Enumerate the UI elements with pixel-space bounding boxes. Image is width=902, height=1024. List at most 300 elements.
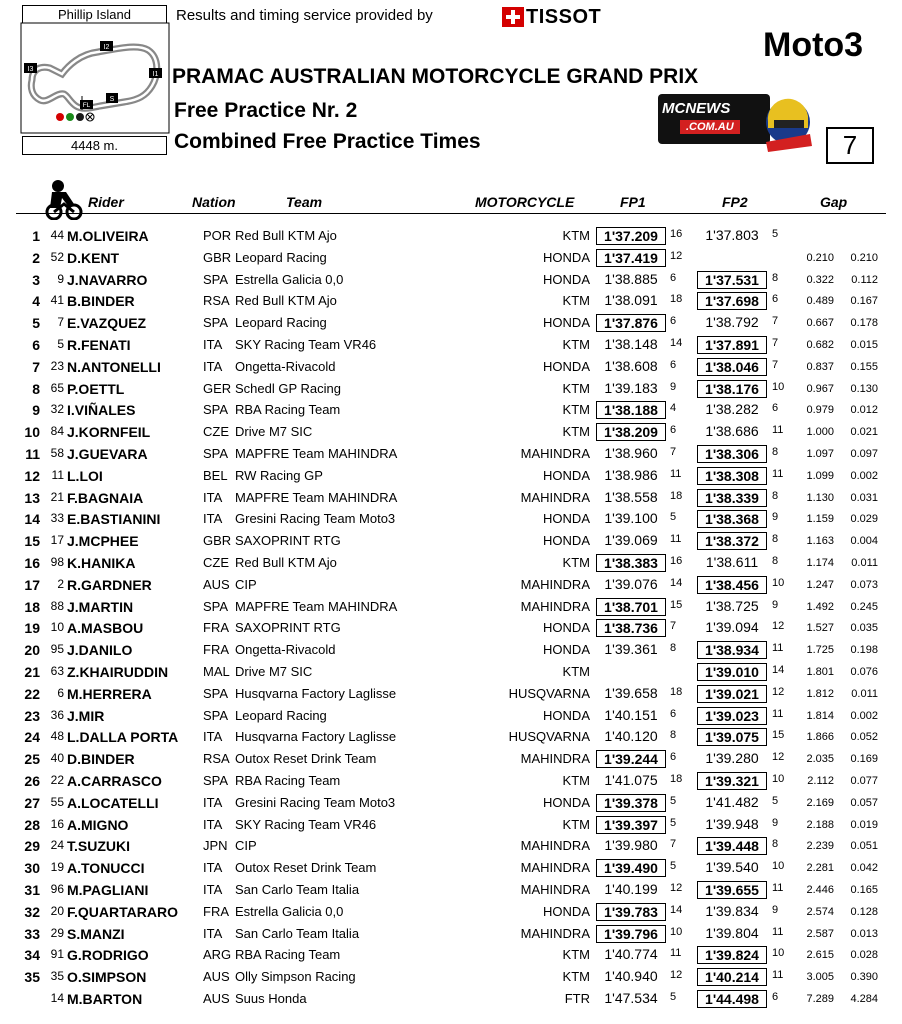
row-team: RBA Racing Team — [235, 773, 341, 788]
row-gap-previous: 0.013 — [850, 927, 878, 940]
row-gap-first: 1.159 — [806, 513, 834, 526]
row-gap-previous: 0.112 — [851, 273, 878, 286]
table-row — [0, 988, 902, 1010]
row-rider-number: 19 — [50, 860, 64, 875]
row-fp1-lap: 11 — [670, 533, 682, 546]
row-motorcycle: KTM — [562, 424, 590, 440]
mcnews-logo — [658, 94, 818, 156]
row-rider-name: D.BINDER — [67, 751, 135, 768]
row-fp1-time: 1'40.774 — [604, 946, 658, 963]
row-fp2-time: 1'38.368 — [697, 510, 767, 528]
provider-text: Results and timing service provided by — [176, 7, 433, 24]
row-rider-number: 95 — [50, 642, 64, 657]
row-fp1-time: 1'38.736 — [596, 619, 666, 637]
row-gap-first: 1.099 — [806, 469, 834, 482]
row-rider-number: 48 — [50, 729, 64, 744]
row-fp1-lap: 15 — [670, 598, 683, 611]
row-motorcycle: KTM — [562, 816, 590, 832]
row-team: Red Bull KTM Ajo — [235, 228, 337, 243]
row-gap-first: 2.446 — [806, 884, 834, 896]
row-gap-previous: 0.210 — [850, 251, 878, 264]
row-rider-name: K.HANIKA — [67, 555, 136, 571]
row-fp2-time: 1'38.046 — [697, 358, 767, 376]
row-rider-number: 84 — [50, 424, 64, 439]
row-rider-name: J.DANILO — [67, 642, 133, 659]
row-rider-name: G.RODRIGO — [67, 947, 149, 964]
row-fp2-time: 1'39.834 — [705, 902, 759, 919]
row-fp1-lap: 6 — [670, 424, 677, 437]
row-fp2-time: 1'38.306 — [697, 445, 767, 463]
table-row — [0, 378, 902, 400]
row-nation: SPA — [203, 707, 229, 723]
row-gap-first: 2.239 — [806, 840, 834, 853]
row-rider-name: F.QUARTARARO — [67, 903, 178, 920]
row-team: MAPFRE Team MAHINDRA — [235, 489, 398, 505]
row-motorcycle: MAHINDRA — [520, 489, 590, 505]
row-fp1-lap: 7 — [670, 838, 677, 851]
row-fp1-lap: 18 — [670, 293, 683, 306]
header-fp2: FP2 — [722, 194, 748, 210]
row-rider-name: B.BINDER — [67, 293, 135, 310]
row-fp2-time — [697, 249, 767, 267]
rider-helmet-icon — [758, 94, 818, 154]
row-fp1-lap: 6 — [670, 751, 677, 764]
table-row — [0, 596, 902, 618]
tissot-cross-icon — [502, 7, 524, 27]
row-motorcycle: KTM — [562, 773, 590, 788]
row-motorcycle: HONDA — [543, 642, 590, 658]
row-fp2-lap: 5 — [772, 228, 779, 240]
row-rider-name: P.OETTL — [67, 380, 125, 397]
table-row — [0, 399, 902, 421]
row-nation: FRA — [203, 620, 229, 636]
row-motorcycle: MAHINDRA — [520, 576, 590, 592]
row-fp1-time: 1'38.885 — [604, 270, 658, 287]
row-nation: ITA — [203, 729, 223, 745]
row-rider-name: E.VAZQUEZ — [67, 315, 147, 332]
page-number: 7 — [826, 127, 874, 164]
row-fp1-time: 1'39.490 — [596, 859, 666, 877]
row-position: 8 — [32, 380, 40, 397]
row-gap-first: 2.587 — [806, 927, 834, 940]
row-motorcycle: KTM — [562, 555, 590, 570]
row-gap-first: 1.247 — [806, 578, 834, 591]
row-fp1-time: 1'39.658 — [604, 684, 658, 701]
row-gap-first: 1.174 — [806, 557, 834, 569]
row-fp1-lap: 8 — [670, 729, 677, 742]
row-rider-number: 24 — [50, 838, 64, 853]
row-fp1-lap: 14 — [670, 337, 683, 349]
row-fp1-lap: 16 — [670, 555, 683, 567]
row-rider-name: I.VIÑALES — [67, 402, 136, 419]
table-row — [0, 312, 902, 334]
row-motorcycle: KTM — [562, 664, 590, 679]
row-motorcycle: HUSQVARNA — [508, 729, 590, 745]
row-team: Leopard Racing — [235, 249, 327, 265]
row-gap-previous: 0.012 — [850, 404, 878, 417]
row-gap-previous: 0.155 — [850, 360, 878, 373]
row-fp1-lap: 6 — [670, 358, 677, 371]
row-fp2-lap: 8 — [772, 838, 779, 851]
row-fp2-time: 1'38.934 — [697, 641, 767, 659]
row-fp2-lap: 11 — [772, 925, 784, 938]
row-fp2-lap: 10 — [772, 860, 785, 873]
row-team: Gresini Racing Team Moto3 — [235, 511, 396, 527]
mcnews-logo-box — [658, 94, 770, 144]
row-rider-number: 88 — [50, 598, 64, 613]
row-fp1-lap: 7 — [670, 446, 677, 458]
table-row — [0, 356, 902, 378]
row-team: Estrella Galicia 0,0 — [235, 903, 344, 919]
row-nation: ARG — [203, 947, 232, 963]
row-rider-name: Z.KHAIRUDDIN — [67, 664, 169, 680]
row-gap-previous: 0.029 — [850, 513, 878, 526]
row-nation: SPA — [203, 315, 229, 331]
row-team: Red Bull KTM Ajo — [235, 555, 337, 570]
row-fp2-lap: 11 — [772, 467, 784, 480]
row-position: 13 — [24, 489, 40, 506]
row-rider-name: J.KORNFEIL — [67, 424, 151, 441]
row-gap-first: 2.035 — [806, 753, 834, 766]
row-rider-name: L.LOI — [67, 467, 103, 484]
row-fp2-lap: 10 — [772, 576, 785, 589]
row-rider-name: J.MCPHEE — [67, 533, 139, 550]
table-row — [0, 574, 902, 596]
row-rider-name: M.PAGLIANI — [67, 882, 149, 898]
row-fp2-lap: 8 — [772, 555, 779, 567]
row-fp2-lap: 8 — [772, 271, 779, 284]
row-team: RW Racing GP — [235, 467, 323, 483]
row-motorcycle: HONDA — [543, 511, 590, 527]
row-nation: FRA — [203, 642, 229, 658]
row-nation: SPA — [203, 773, 229, 788]
row-fp1-time: 1'38.960 — [604, 445, 658, 461]
row-team: San Carlo Team Italia — [235, 882, 360, 897]
table-row — [0, 247, 902, 269]
row-rider-name: A.LOCATELLI — [67, 794, 159, 811]
table-row — [0, 705, 902, 727]
row-team: Red Bull KTM Ajo — [235, 293, 337, 309]
row-nation: SPA — [203, 446, 229, 461]
row-motorcycle: MAHINDRA — [520, 925, 590, 941]
row-rider-name: A.MIGNO — [67, 816, 129, 833]
table-row — [0, 290, 902, 312]
row-team: SKY Racing Team VR46 — [235, 816, 377, 832]
row-team: Outox Reset Drink Team — [235, 860, 377, 876]
session-title: Free Practice Nr. 2 — [174, 99, 358, 122]
row-fp1-lap: 4 — [670, 402, 677, 415]
row-rider-name: L.DALLA PORTA — [67, 729, 179, 746]
row-fp1-lap: 16 — [670, 228, 683, 240]
row-fp1-lap: 6 — [670, 315, 677, 328]
row-position: 3 — [32, 271, 40, 288]
row-team: Husqvarna Factory Laglisse — [235, 729, 397, 745]
row-motorcycle: FTR — [564, 991, 590, 1006]
row-fp2-time: 1'39.321 — [697, 772, 767, 790]
circuit-name: Phillip Island — [22, 5, 167, 24]
row-fp1-lap: 14 — [670, 903, 683, 916]
row-rider-name: J.GUEVARA — [67, 446, 148, 462]
row-nation: CZE — [203, 424, 229, 440]
row-fp1-lap: 5 — [670, 991, 677, 1003]
row-team: Drive M7 SIC — [235, 664, 313, 679]
row-fp2-lap: 12 — [772, 620, 785, 633]
row-position: 32 — [24, 903, 40, 920]
row-rider-number: 98 — [50, 555, 64, 569]
row-rider-number: 96 — [50, 882, 64, 896]
row-gap-previous: 0.165 — [850, 884, 878, 896]
row-team: RBA Racing Team — [235, 947, 341, 963]
row-position: 35 — [24, 969, 40, 986]
row-fp1-time — [596, 663, 666, 681]
row-fp1-time: 1'39.796 — [596, 925, 666, 943]
row-gap-first: 0.979 — [806, 404, 834, 417]
row-fp1-time: 1'38.148 — [604, 336, 658, 352]
row-motorcycle: MAHINDRA — [520, 838, 590, 854]
row-motorcycle: HONDA — [543, 249, 590, 265]
row-fp1-lap: 5 — [670, 511, 677, 524]
row-nation: GBR — [203, 249, 232, 265]
row-fp1-time: 1'40.199 — [604, 881, 658, 897]
class-name: Moto3 — [763, 26, 864, 64]
row-fp1-lap: 9 — [670, 380, 677, 393]
row-fp2-lap: 6 — [772, 991, 779, 1003]
row-fp2-time: 1'39.023 — [697, 707, 767, 725]
row-rider-number: 55 — [50, 794, 64, 809]
row-gap-first: 2.112 — [807, 775, 834, 787]
row-fp1-time: 1'40.940 — [604, 968, 658, 985]
row-fp2-lap: 12 — [772, 685, 785, 698]
table-row — [0, 225, 902, 247]
row-fp2-lap: 11 — [772, 424, 784, 437]
row-fp1-time: 1'39.069 — [604, 532, 658, 549]
row-fp2-lap: 9 — [772, 816, 779, 829]
row-rider-name: O.SIMPSON — [67, 969, 147, 986]
row-gap-first: 1.000 — [806, 426, 834, 439]
row-nation: SPA — [203, 598, 229, 614]
row-rider-name: N.ANTONELLI — [67, 358, 161, 375]
row-rider-number: 14 — [50, 991, 64, 1005]
row-fp2-lap: 7 — [772, 358, 779, 371]
row-rider-name: F.BAGNAIA — [67, 489, 144, 506]
row-fp2-time: 1'39.021 — [697, 685, 767, 703]
row-gap-previous: 0.097 — [850, 448, 878, 460]
row-fp1-lap: 18 — [670, 773, 683, 785]
row-gap-first: 1.130 — [806, 491, 834, 504]
row-gap-previous: 0.076 — [850, 666, 878, 678]
row-position: 29 — [24, 838, 40, 855]
track-map-icon — [20, 22, 170, 134]
row-nation: ITA — [203, 860, 223, 876]
row-rider-number: 41 — [50, 293, 64, 308]
row-gap-first: 1.814 — [806, 709, 834, 722]
row-team: Gresini Racing Team Moto3 — [235, 794, 396, 810]
row-fp2-time: 1'38.339 — [697, 489, 767, 507]
row-rider-name: J.MIR — [67, 707, 105, 724]
row-gap-previous: 0.019 — [850, 818, 878, 831]
row-gap-previous: 0.167 — [850, 295, 878, 308]
row-motorcycle: MAHINDRA — [520, 882, 590, 897]
row-rider-name: R.GARDNER — [67, 576, 152, 593]
row-fp1-time: 1'39.183 — [604, 379, 658, 396]
table-row — [0, 269, 902, 291]
row-fp2-lap: 11 — [772, 707, 784, 720]
row-gap-first: 0.322 — [806, 273, 834, 286]
row-fp2-lap: 8 — [772, 446, 779, 458]
row-fp2-time: 1'37.531 — [697, 271, 767, 289]
track-label-i3: I3 — [27, 66, 34, 73]
row-gap-first: 7.289 — [806, 993, 834, 1005]
table-row — [0, 443, 902, 465]
row-team: Suus Honda — [235, 991, 307, 1006]
header-rider: Rider — [88, 194, 124, 210]
row-fp1-lap: 12 — [670, 882, 683, 894]
row-rider-name: A.MASBOU — [67, 620, 144, 637]
row-fp1-lap: 8 — [670, 642, 677, 655]
row-fp1-time: 1'39.378 — [596, 794, 666, 812]
mcnews-logo-bottom: .COM.AU — [680, 120, 740, 134]
row-fp2-time: 1'41.482 — [705, 793, 759, 810]
row-gap-previous: 0.390 — [850, 971, 878, 984]
row-motorcycle: MAHINDRA — [520, 751, 590, 767]
table-row — [0, 661, 902, 683]
table-row — [0, 683, 902, 705]
row-gap-first: 0.210 — [806, 251, 834, 264]
row-fp2-lap: 12 — [772, 751, 785, 764]
header-motorcycle: MOTORCYCLE — [475, 194, 575, 210]
row-nation: SPA — [203, 402, 229, 418]
row-team: RBA Racing Team — [235, 402, 341, 418]
page-subtitle: Combined Free Practice Times — [174, 130, 481, 153]
row-motorcycle: KTM — [562, 380, 590, 396]
row-team: Estrella Galicia 0,0 — [235, 271, 344, 287]
row-gap-first: 2.574 — [806, 905, 834, 918]
row-position: 12 — [24, 467, 40, 484]
row-gap-first: 1.492 — [806, 600, 834, 613]
row-fp1-time: 1'39.397 — [596, 816, 666, 834]
row-team: MAPFRE Team MAHINDRA — [235, 446, 398, 461]
row-rider-number: 23 — [50, 358, 64, 373]
row-nation: BEL — [203, 467, 228, 483]
row-nation: AUS — [203, 969, 230, 985]
row-rider-number: 36 — [50, 707, 64, 722]
row-position: 20 — [24, 642, 40, 659]
row-rider-name: D.KENT — [67, 249, 120, 266]
row-fp1-time: 1'38.383 — [596, 554, 666, 572]
row-fp1-lap: 18 — [670, 685, 683, 698]
row-gap-previous: 0.002 — [850, 469, 878, 482]
row-team: Leopard Racing — [235, 707, 327, 723]
row-nation: SPA — [203, 685, 229, 701]
row-rider-number: 44 — [50, 228, 64, 242]
row-fp2-time: 1'39.094 — [705, 619, 759, 636]
row-motorcycle: HONDA — [543, 358, 590, 374]
row-gap-previous: 0.042 — [850, 862, 878, 875]
row-rider-number: 52 — [50, 249, 64, 264]
row-fp2-lap: 8 — [772, 489, 779, 502]
row-team: SAXOPRINT RTG — [235, 620, 341, 636]
table-row — [0, 814, 902, 836]
table-row — [0, 944, 902, 966]
row-motorcycle: KTM — [562, 293, 590, 309]
row-gap-previous: 0.245 — [850, 600, 878, 613]
row-fp2-lap: 10 — [772, 773, 785, 785]
row-team: Ongetta-Rivacold — [235, 642, 336, 658]
row-fp1-lap: 11 — [670, 467, 682, 480]
row-rider-number: 17 — [50, 533, 64, 548]
table-row — [0, 508, 902, 530]
table-row — [0, 552, 902, 574]
row-team: Ongetta-Rivacold — [235, 358, 336, 374]
track-label-s: S — [109, 96, 115, 103]
table-row — [0, 966, 902, 988]
table-row — [0, 421, 902, 443]
row-nation: RSA — [203, 751, 230, 767]
row-fp2-lap: 7 — [772, 315, 779, 328]
row-position: 7 — [32, 358, 40, 375]
header-divider — [16, 213, 886, 214]
row-rider-number: 63 — [50, 664, 64, 678]
row-fp2-lap: 9 — [772, 903, 779, 916]
row-gap-first: 1.163 — [806, 535, 834, 548]
row-gap-previous: 0.051 — [850, 840, 878, 853]
row-gap-previous: 0.198 — [850, 644, 878, 657]
row-nation: ITA — [203, 358, 223, 374]
row-fp2-time: 1'37.803 — [705, 227, 759, 243]
row-fp1-time: 1'39.361 — [604, 641, 658, 658]
row-fp1-time: 1'38.209 — [596, 423, 666, 441]
row-motorcycle: HONDA — [543, 903, 590, 919]
mcnews-logo-top: MCNEWS — [662, 100, 731, 117]
row-fp2-time: 1'38.792 — [705, 314, 759, 331]
row-gap-first: 1.812 — [806, 687, 834, 700]
track-label-i2: I2 — [103, 44, 110, 51]
table-row — [0, 530, 902, 552]
row-fp2-time: 1'38.611 — [705, 554, 759, 570]
row-motorcycle: HONDA — [543, 271, 590, 287]
row-position: 17 — [24, 576, 40, 593]
row-fp1-lap: 10 — [670, 925, 683, 938]
row-rider-number: 22 — [50, 773, 64, 787]
row-rider-number: 10 — [50, 620, 64, 635]
row-nation: AUS — [203, 576, 230, 592]
row-motorcycle: KTM — [562, 337, 590, 352]
table-row — [0, 792, 902, 814]
row-rider-number: 2 — [57, 576, 64, 591]
row-fp1-lap: 6 — [670, 707, 677, 720]
row-fp2-time: 1'39.448 — [697, 837, 767, 855]
row-fp2-time: 1'39.010 — [697, 663, 767, 681]
row-position: 11 — [25, 446, 40, 462]
header-fp1: FP1 — [620, 194, 646, 210]
row-fp2-time: 1'39.540 — [705, 859, 759, 876]
row-fp2-lap: 6 — [772, 293, 779, 306]
row-motorcycle: HONDA — [543, 533, 590, 549]
row-fp1-time: 1'37.419 — [596, 249, 666, 267]
row-rider-number: 58 — [50, 446, 64, 460]
row-gap-first: 3.005 — [806, 971, 834, 984]
row-team: San Carlo Team Italia — [235, 925, 360, 941]
row-rider-name: E.BASTIANINI — [67, 511, 161, 528]
row-fp2-time: 1'39.655 — [697, 881, 767, 899]
row-rider-number: 32 — [50, 402, 64, 417]
row-team: CIP — [235, 838, 257, 854]
header-team: Team — [286, 194, 323, 210]
row-motorcycle: KTM — [562, 402, 590, 418]
row-nation: JPN — [203, 838, 228, 854]
row-fp1-time: 1'38.091 — [604, 292, 658, 309]
row-position: 25 — [24, 751, 40, 768]
